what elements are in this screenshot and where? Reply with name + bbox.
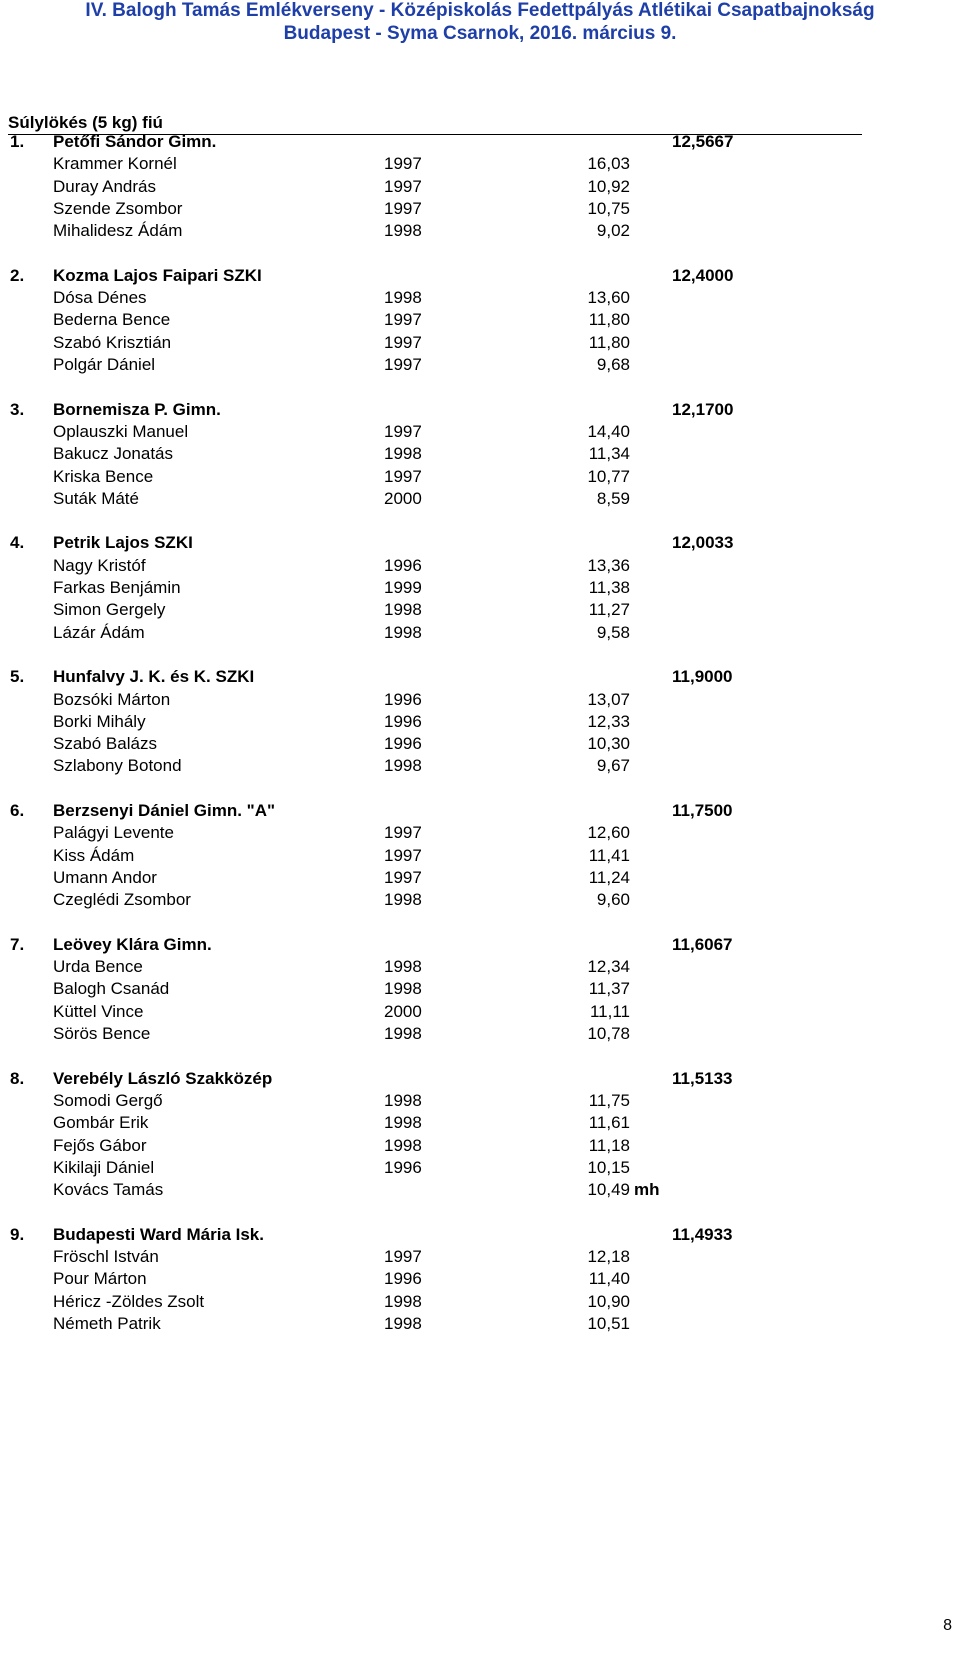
athlete-result: 11,34 xyxy=(588,444,630,464)
athlete-name: Küttel Vince xyxy=(53,1001,144,1021)
athlete-result: 9,67 xyxy=(596,756,630,776)
athlete-name: Kovács Tamás xyxy=(53,1180,164,1200)
athlete-birth-year: 1998 xyxy=(384,444,422,464)
athlete-name: Szlabony Botond xyxy=(53,756,182,776)
team-rank: 9. xyxy=(10,1224,25,1244)
team-name: Hunfalvy J. K. és K. SZKI xyxy=(53,667,255,687)
athlete-result: 10,77 xyxy=(587,466,630,486)
athlete-row xyxy=(0,1269,960,1291)
athlete-birth-year: 1997 xyxy=(384,421,422,441)
athlete-name: Fejős Gábor xyxy=(53,1135,147,1155)
athlete-name: Bakucz Jonatás xyxy=(53,444,174,464)
athlete-name: Nagy Kristóf xyxy=(53,555,146,575)
athlete-birth-year: 1997 xyxy=(384,176,422,196)
team-heading xyxy=(0,400,960,422)
team-name: Leövey Klára Gimn. xyxy=(53,934,212,954)
athlete-result: 9,60 xyxy=(596,890,630,910)
athlete-result: 11,24 xyxy=(588,867,630,887)
team-heading xyxy=(0,935,960,957)
athlete-name: Duray András xyxy=(53,176,156,196)
athlete-name: Krammer Kornél xyxy=(53,154,177,174)
athlete-name: Farkas Benjámin xyxy=(53,578,181,597)
athlete-result: 10,51 xyxy=(587,1313,630,1333)
team-total: 12,5667 xyxy=(672,132,734,151)
athlete-name: Balogh Csanád xyxy=(53,979,170,999)
athlete-row xyxy=(0,422,960,444)
athlete-birth-year: 1997 xyxy=(384,310,422,330)
athlete-name: Bozsóki Márton xyxy=(53,689,171,709)
page-number: 8 xyxy=(943,1617,952,1634)
team-total: 11,9000 xyxy=(672,667,733,687)
team-heading xyxy=(0,533,960,555)
athlete-result: 16,03 xyxy=(587,154,630,174)
team-total: 11,6067 xyxy=(672,934,733,954)
athlete-result: 10,30 xyxy=(587,734,630,754)
athlete-result: 11,11 xyxy=(589,1001,630,1021)
athlete-birth-year: 1996 xyxy=(384,555,422,575)
athlete-birth-year: 1998 xyxy=(384,1135,422,1155)
athlete-row xyxy=(0,221,960,243)
athlete-name: Czeglédi Zsombor xyxy=(53,890,191,910)
team-rank: 2. xyxy=(10,265,25,285)
team-total: 12,0033 xyxy=(672,533,734,553)
athlete-row xyxy=(0,154,960,176)
athlete-birth-year: 1998 xyxy=(384,1090,422,1110)
athlete-name: Simon Gergely xyxy=(53,600,166,620)
athlete-row xyxy=(0,957,960,979)
athlete-birth-year: 1997 xyxy=(384,466,422,486)
athlete-row xyxy=(0,1136,960,1158)
athlete-name: Héricz -Zöldes Zsolt xyxy=(53,1291,205,1311)
athlete-row xyxy=(0,979,960,1001)
athlete-name: Kiss Ádám xyxy=(53,845,135,865)
athlete-name: Borki Mihály xyxy=(53,711,146,731)
athlete-result: 10,49 xyxy=(587,1180,630,1200)
team-heading xyxy=(0,1069,960,1091)
team-heading xyxy=(0,1225,960,1247)
athlete-name: Urda Bence xyxy=(53,957,143,977)
athlete-birth-year: 1998 xyxy=(384,890,422,910)
team-heading xyxy=(0,667,960,689)
team-total: 11,4933 xyxy=(672,1224,733,1244)
athlete-birth-year: 1997 xyxy=(384,332,422,352)
athlete-result: 11,41 xyxy=(588,845,630,865)
team-total: 12,4000 xyxy=(672,265,734,285)
athlete-row xyxy=(0,890,960,912)
athlete-row xyxy=(0,1247,960,1269)
athlete-result: 11,61 xyxy=(588,1113,630,1133)
athlete-result: 9,02 xyxy=(596,221,630,241)
athlete-birth-year: 1998 xyxy=(384,600,422,620)
athlete-name: Gombár Erik xyxy=(53,1113,149,1133)
team-rank: 4. xyxy=(10,533,25,553)
athlete-row xyxy=(0,1180,960,1202)
athlete-result: 11,80 xyxy=(588,332,630,352)
athlete-name: Kikilaji Dániel xyxy=(53,1157,155,1177)
athlete-row xyxy=(0,556,960,578)
athlete-result: 13,07 xyxy=(587,689,630,709)
athlete-name: Sörös Bence xyxy=(53,1024,151,1043)
athlete-row xyxy=(0,333,960,355)
athlete-result: 9,58 xyxy=(596,622,630,642)
team-name: Budapesti Ward Mária Isk. xyxy=(53,1224,264,1244)
athlete-birth-year: 1998 xyxy=(384,979,422,999)
athlete-name: Palágyi Levente xyxy=(53,823,174,843)
document-header-title: IV. Balogh Tamás Emlékverseny - Középiskolás Fedettpályás Atlétikai Csapatbajnokság xyxy=(85,0,875,21)
team-rank: 8. xyxy=(10,1068,25,1088)
athlete-birth-year: 1998 xyxy=(384,1313,422,1333)
athlete-birth-year: 1996 xyxy=(384,689,422,709)
athlete-result: 10,92 xyxy=(587,176,630,196)
athlete-birth-year: 1997 xyxy=(384,198,422,218)
athlete-name: Pour Márton xyxy=(53,1269,147,1289)
athlete-row xyxy=(0,712,960,734)
athlete-name: Lázár Ádám xyxy=(53,622,145,642)
team-heading xyxy=(0,801,960,823)
athlete-row xyxy=(0,444,960,466)
athlete-name: Mihalidesz Ádám xyxy=(53,221,183,241)
team-name: Petőfi Sándor Gimn. xyxy=(53,132,217,151)
team-heading xyxy=(0,266,960,288)
athlete-row xyxy=(0,177,960,199)
athlete-birth-year: 1998 xyxy=(384,756,422,776)
athlete-name: Umann Andor xyxy=(53,867,157,887)
athlete-name: Somodi Gergő xyxy=(53,1090,163,1110)
athlete-result: 9,68 xyxy=(596,355,630,374)
athlete-result: 11,40 xyxy=(588,1269,630,1289)
athlete-row xyxy=(0,690,960,712)
athlete-row xyxy=(0,355,960,377)
athlete-result: 11,75 xyxy=(588,1090,630,1110)
athlete-result: 10,78 xyxy=(587,1024,630,1043)
athlete-row xyxy=(0,310,960,332)
athlete-name: Szende Zsombor xyxy=(53,198,183,218)
athlete-birth-year: 1998 xyxy=(384,221,422,241)
athlete-birth-year: 1996 xyxy=(384,711,422,731)
athlete-birth-year: 2000 xyxy=(384,1001,422,1021)
athlete-row xyxy=(0,823,960,845)
athlete-row xyxy=(0,288,960,310)
athlete-birth-year: 1998 xyxy=(384,1291,422,1311)
athlete-name: Dósa Dénes xyxy=(53,288,147,308)
athlete-name: Szabó Krisztián xyxy=(53,332,172,352)
athlete-result: 11,18 xyxy=(588,1135,630,1155)
athlete-row xyxy=(0,489,960,511)
athlete-name: Kriska Bence xyxy=(53,466,154,486)
athlete-result: 12,18 xyxy=(587,1247,630,1266)
athlete-birth-year: 1997 xyxy=(384,1247,422,1266)
athlete-result: 11,37 xyxy=(588,979,630,999)
athlete-birth-year: 1996 xyxy=(384,1157,422,1177)
athlete-row xyxy=(0,1002,960,1024)
athlete-result: 8,59 xyxy=(596,488,630,508)
athlete-result: 12,60 xyxy=(587,823,630,843)
athlete-row xyxy=(0,1113,960,1135)
team-heading xyxy=(0,132,960,154)
team-total: 11,7500 xyxy=(672,801,733,820)
athlete-name: Suták Máté xyxy=(53,488,139,508)
athlete-row xyxy=(0,1292,960,1314)
athlete-row xyxy=(0,600,960,622)
athlete-result: 13,60 xyxy=(587,288,630,308)
athlete-result: 13,36 xyxy=(587,555,630,575)
athlete-birth-year: 1997 xyxy=(384,867,422,887)
athlete-result: 11,38 xyxy=(588,578,630,597)
athlete-note: mh xyxy=(634,1180,660,1200)
team-name: Bornemisza P. Gimn. xyxy=(53,399,221,419)
athlete-row xyxy=(0,467,960,489)
athlete-birth-year: 1998 xyxy=(384,957,422,977)
athlete-birth-year: 1997 xyxy=(384,845,422,865)
athlete-birth-year: 1996 xyxy=(384,1269,422,1289)
athlete-row xyxy=(0,623,960,645)
team-rank: 6. xyxy=(10,801,25,820)
athlete-result: 11,27 xyxy=(588,600,630,620)
athlete-birth-year: 1998 xyxy=(384,288,422,308)
team-rank: 3. xyxy=(10,399,25,419)
athlete-birth-year: 1996 xyxy=(384,734,422,754)
athlete-row xyxy=(0,1314,960,1336)
athlete-name: Németh Patrik xyxy=(53,1313,161,1333)
athlete-name: Polgár Dániel xyxy=(53,355,156,374)
team-name: Petrik Lajos SZKI xyxy=(53,533,193,553)
athlete-row xyxy=(0,846,960,868)
athlete-name: Fröschl István xyxy=(53,1247,159,1266)
team-name: Kozma Lajos Faipari SZKI xyxy=(53,265,262,285)
athlete-result: 10,15 xyxy=(587,1157,630,1177)
athlete-name: Bederna Bence xyxy=(53,310,171,330)
athlete-birth-year: 1998 xyxy=(384,1024,422,1043)
athlete-row xyxy=(0,868,960,890)
athlete-birth-year: 1997 xyxy=(384,355,422,374)
athlete-row xyxy=(0,1091,960,1113)
athlete-birth-year: 2000 xyxy=(384,488,422,508)
athlete-result: 11,80 xyxy=(588,310,630,330)
athlete-birth-year: 1997 xyxy=(384,154,422,174)
athlete-row xyxy=(0,199,960,221)
athlete-row xyxy=(0,1024,960,1046)
team-name: Berzsenyi Dániel Gimn. "A" xyxy=(53,801,276,820)
team-name: Verebély László Szakközép xyxy=(53,1068,273,1088)
athlete-name: Szabó Balázs xyxy=(53,734,157,754)
event-title: Súlylökés (5 kg) fiú xyxy=(8,113,163,132)
athlete-result: 12,34 xyxy=(587,957,630,977)
athlete-birth-year: 1998 xyxy=(384,622,422,642)
team-total: 11,5133 xyxy=(672,1068,733,1088)
athlete-result: 12,33 xyxy=(587,711,630,731)
athlete-birth-year: 1997 xyxy=(384,823,422,843)
athlete-result: 10,90 xyxy=(587,1291,630,1311)
athlete-row xyxy=(0,756,960,778)
athlete-row xyxy=(0,734,960,756)
athlete-result: 10,75 xyxy=(587,198,630,218)
athlete-row xyxy=(0,578,960,600)
athlete-birth-year: 1999 xyxy=(384,578,422,597)
athlete-name: Oplauszki Manuel xyxy=(53,421,189,441)
team-rank: 1. xyxy=(10,132,25,151)
team-total: 12,1700 xyxy=(672,399,734,419)
team-rank: 7. xyxy=(10,934,25,954)
document-header-venue: Budapest - Syma Csarnok, 2016. március 9. xyxy=(283,23,677,44)
athlete-result: 14,40 xyxy=(587,421,630,441)
athlete-birth-year: 1998 xyxy=(384,1113,422,1133)
athlete-row xyxy=(0,1158,960,1180)
team-rank: 5. xyxy=(10,667,25,687)
